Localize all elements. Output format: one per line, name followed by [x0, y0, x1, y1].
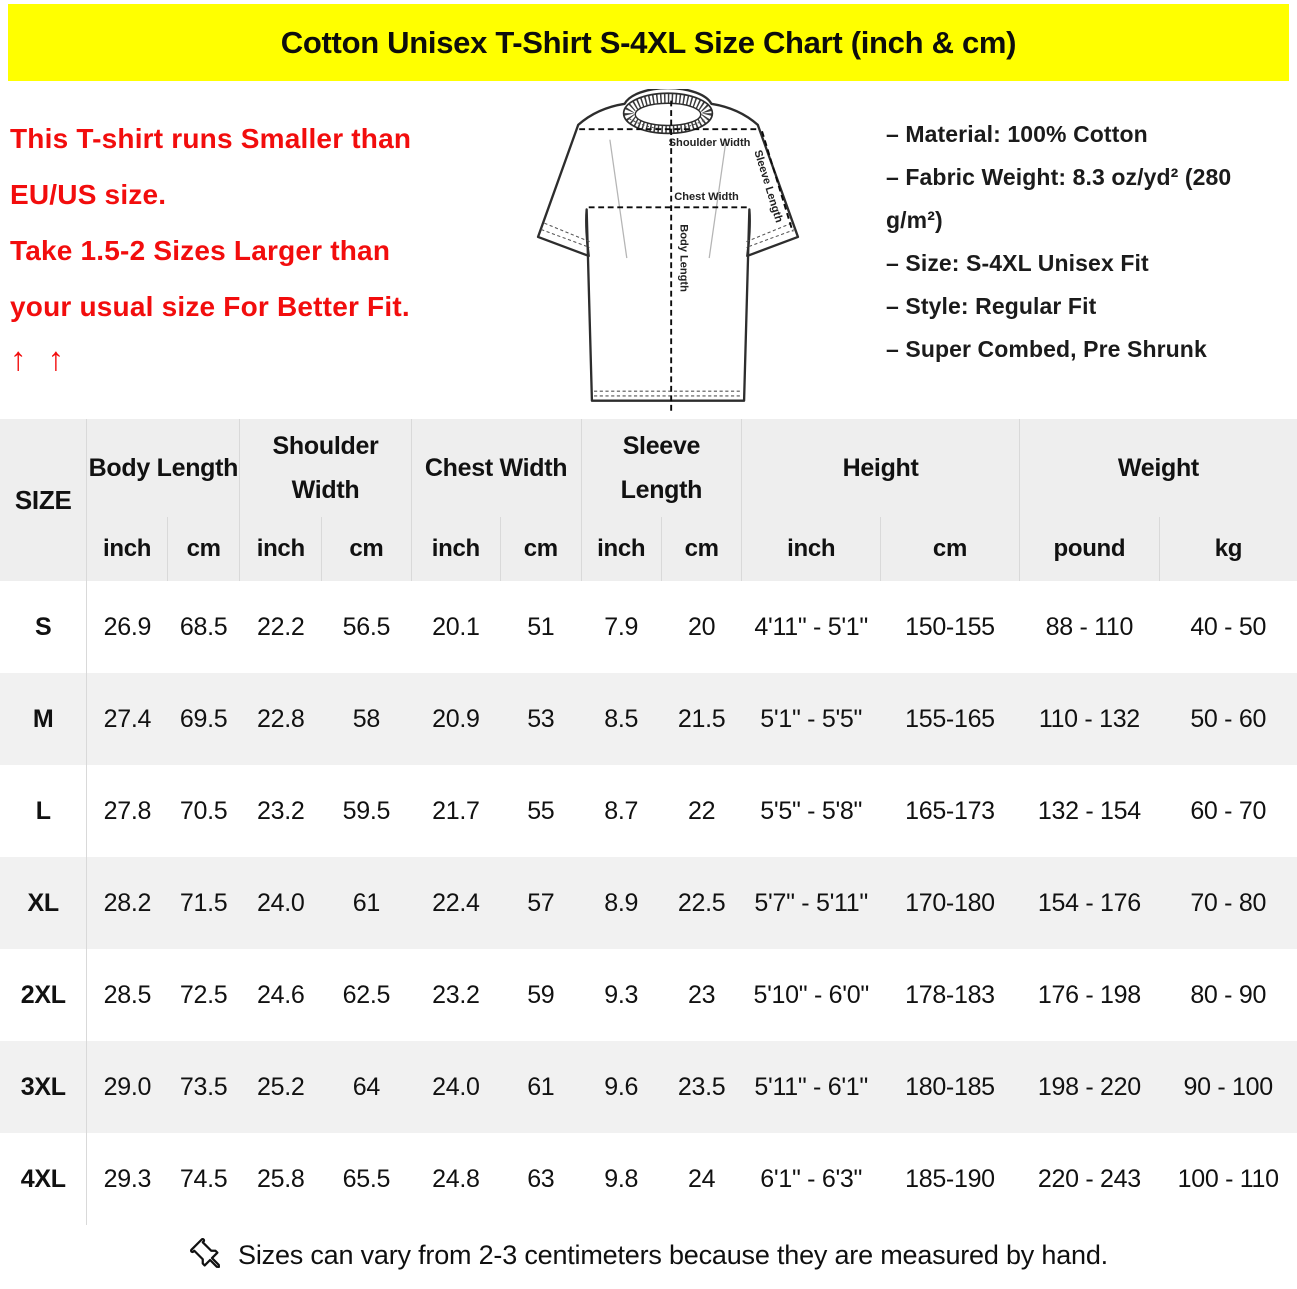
cell: 5'7" - 5'11" [754, 888, 868, 917]
cell: 24.0 [432, 1072, 480, 1101]
cell: 7.9 [604, 612, 639, 641]
sub-header: inch [742, 517, 881, 581]
pushpin-icon [189, 1237, 225, 1273]
cell: 26.9 [103, 612, 152, 641]
fit-notice-line: This T-shirt runs Smaller than [10, 123, 412, 154]
fit-notice [10, 87, 492, 419]
table-row [0, 765, 1297, 857]
cell: 132 - 154 [1037, 796, 1141, 825]
cell: 29.0 [103, 1072, 152, 1101]
table-header [0, 419, 1297, 581]
cell: 90 - 100 [1183, 1072, 1273, 1101]
cell: 59 [527, 980, 555, 1009]
cell: 70 - 80 [1190, 888, 1267, 917]
cell: 70.5 [179, 796, 228, 825]
cell: 60 - 70 [1190, 796, 1267, 825]
cell: 74.5 [179, 1164, 228, 1193]
sub-header: cm [661, 517, 741, 581]
cell: 176 - 198 [1037, 980, 1141, 1009]
col-header-size: SIZE [0, 419, 87, 581]
cell: 22.5 [677, 888, 726, 917]
sub-header: cm [501, 517, 581, 581]
cell: 6'1" - 6'3" [760, 1164, 863, 1193]
size-label: S [0, 581, 87, 673]
cell: 154 - 176 [1037, 888, 1141, 917]
cell: 22.4 [432, 888, 480, 917]
size-label: 3XL [0, 1041, 87, 1133]
table-row [0, 1133, 1297, 1225]
sub-header: kg [1159, 517, 1297, 581]
col-group-weight: Weight [1019, 419, 1297, 517]
cell: 57 [527, 888, 555, 917]
col-group-height: Height [742, 419, 1020, 517]
title-banner [8, 4, 1289, 81]
cell: 24.6 [257, 980, 305, 1009]
sub-header: pound [1019, 517, 1159, 581]
cell: 29.3 [103, 1164, 152, 1193]
cell: 20 [688, 612, 716, 641]
sub-header: inch [240, 517, 322, 581]
cell: 23.2 [432, 980, 480, 1009]
col-group-chest-width: Chest Width [411, 419, 581, 517]
tshirt-diagram-svg [492, 89, 844, 425]
tshirt-measurement-diagram [492, 87, 844, 419]
cell: 23.5 [677, 1072, 726, 1101]
cell: 88 - 110 [1045, 612, 1134, 641]
cell: 28.2 [103, 888, 152, 917]
sub-header: cm [881, 517, 1020, 581]
cell: 40 - 50 [1190, 612, 1267, 641]
cell: 20.9 [432, 704, 480, 733]
cell: 23.2 [257, 796, 305, 825]
cell: 63 [527, 1164, 555, 1193]
cell: 69.5 [179, 704, 228, 733]
cell: 68.5 [179, 612, 228, 641]
info-section [0, 81, 1297, 419]
cell: 61 [527, 1072, 555, 1101]
cell: 8.9 [604, 888, 639, 917]
cell: 198 - 220 [1037, 1072, 1141, 1101]
size-label: L [0, 765, 87, 857]
cell: 165-173 [905, 796, 995, 825]
body-length-label: Body Length [677, 224, 690, 292]
cell: 27.8 [103, 796, 152, 825]
cell: 56.5 [342, 612, 391, 641]
cell: 51 [527, 612, 555, 641]
cell: 21.5 [677, 704, 726, 733]
cell: 9.8 [604, 1164, 639, 1193]
cell: 5'11" - 6'1" [754, 1072, 868, 1101]
cell: 100 - 110 [1177, 1164, 1279, 1193]
product-details-list [844, 87, 1287, 419]
cell: 24 [688, 1164, 716, 1193]
size-chart-table [0, 419, 1297, 1225]
cell: 110 - 132 [1038, 704, 1140, 733]
cell: 22.2 [257, 612, 305, 641]
cell: 53 [527, 704, 555, 733]
cell: 80 - 90 [1190, 980, 1267, 1009]
cell: 24.8 [432, 1164, 480, 1193]
cell: 8.5 [604, 704, 639, 733]
cell: 23 [688, 980, 716, 1009]
page-title: Cotton Unisex T-Shirt S-4XL Size Chart (inch & cm) [280, 24, 1017, 60]
cell: 61 [352, 888, 380, 917]
detail-item: – Size: S-4XL Unisex Fit [886, 250, 1149, 276]
size-label: 4XL [0, 1133, 87, 1225]
fit-notice-line: Take 1.5-2 Sizes Larger than [10, 235, 391, 266]
chest-width-label: Chest Width [674, 190, 739, 203]
cell: 180-185 [905, 1072, 995, 1101]
shoulder-width-label: Shoulder Width [668, 137, 751, 150]
col-group-sleeve-length: Sleeve Length [581, 419, 742, 517]
col-group-shoulder-width: Shoulder Width [240, 419, 411, 517]
cell: 24.0 [257, 888, 305, 917]
cell: 21.7 [432, 796, 480, 825]
table-row [0, 581, 1297, 673]
col-group-body-length: Body Length [87, 419, 240, 517]
cell: 170-180 [905, 888, 995, 917]
sub-header: cm [167, 517, 240, 581]
cell: 5'10" - 6'0" [753, 980, 869, 1009]
cell: 64 [352, 1072, 380, 1101]
size-label: M [0, 673, 87, 765]
cell: 9.3 [604, 980, 639, 1009]
table-row [0, 857, 1297, 949]
cell: 59.5 [342, 796, 391, 825]
cell: 50 - 60 [1190, 704, 1267, 733]
detail-item: – Super Combed, Pre Shrunk [886, 336, 1207, 362]
table-row [0, 673, 1297, 765]
sub-header: inch [581, 517, 661, 581]
cell: 22.8 [257, 704, 305, 733]
cell: 4'11" - 5'1" [754, 612, 868, 641]
sub-header: inch [411, 517, 500, 581]
cell: 9.6 [604, 1072, 639, 1101]
cell: 220 - 243 [1037, 1164, 1141, 1193]
size-label: XL [0, 857, 87, 949]
footnote [0, 1225, 1297, 1285]
sleeve-length-label: Sleeve Length [751, 148, 785, 225]
detail-item: – Material: 100% Cotton [886, 121, 1148, 147]
cell: 25.2 [257, 1072, 305, 1101]
cell: 25.8 [257, 1164, 305, 1193]
table-row [0, 949, 1297, 1041]
footnote-text: Sizes can vary from 2-3 centimeters because they are measured by hand. [238, 1239, 1108, 1270]
cell: 5'1" - 5'5" [760, 704, 863, 733]
cell: 58 [352, 704, 380, 733]
cell: 28.5 [103, 980, 152, 1009]
cell: 73.5 [179, 1072, 228, 1101]
up-arrows-icon: ↑ ↑ [10, 340, 71, 377]
detail-item: – Fabric Weight: 8.3 oz/yd² (280 g/m²) [886, 164, 1232, 233]
cell: 8.7 [604, 796, 639, 825]
cell: 72.5 [179, 980, 228, 1009]
tshirt-outline [538, 89, 798, 401]
collar-inner [635, 103, 701, 125]
cell: 178-183 [905, 980, 995, 1009]
sub-header: inch [87, 517, 167, 581]
cell: 155-165 [905, 704, 995, 733]
fit-notice-line: your usual size For Better Fit. [10, 291, 410, 322]
table-row [0, 1041, 1297, 1133]
cell: 27.4 [103, 704, 152, 733]
detail-item: – Style: Regular Fit [886, 293, 1097, 319]
cell: 20.1 [432, 612, 480, 641]
cell: 185-190 [905, 1164, 995, 1193]
fit-notice-line: EU/US size. [10, 179, 167, 210]
cell: 150-155 [905, 612, 995, 641]
cell: 65.5 [342, 1164, 391, 1193]
cell: 5'5" - 5'8" [760, 796, 863, 825]
cell: 55 [527, 796, 555, 825]
cell: 71.5 [179, 888, 228, 917]
sub-header: cm [322, 517, 411, 581]
cell: 22 [688, 796, 716, 825]
size-label: 2XL [0, 949, 87, 1041]
cell: 62.5 [342, 980, 391, 1009]
